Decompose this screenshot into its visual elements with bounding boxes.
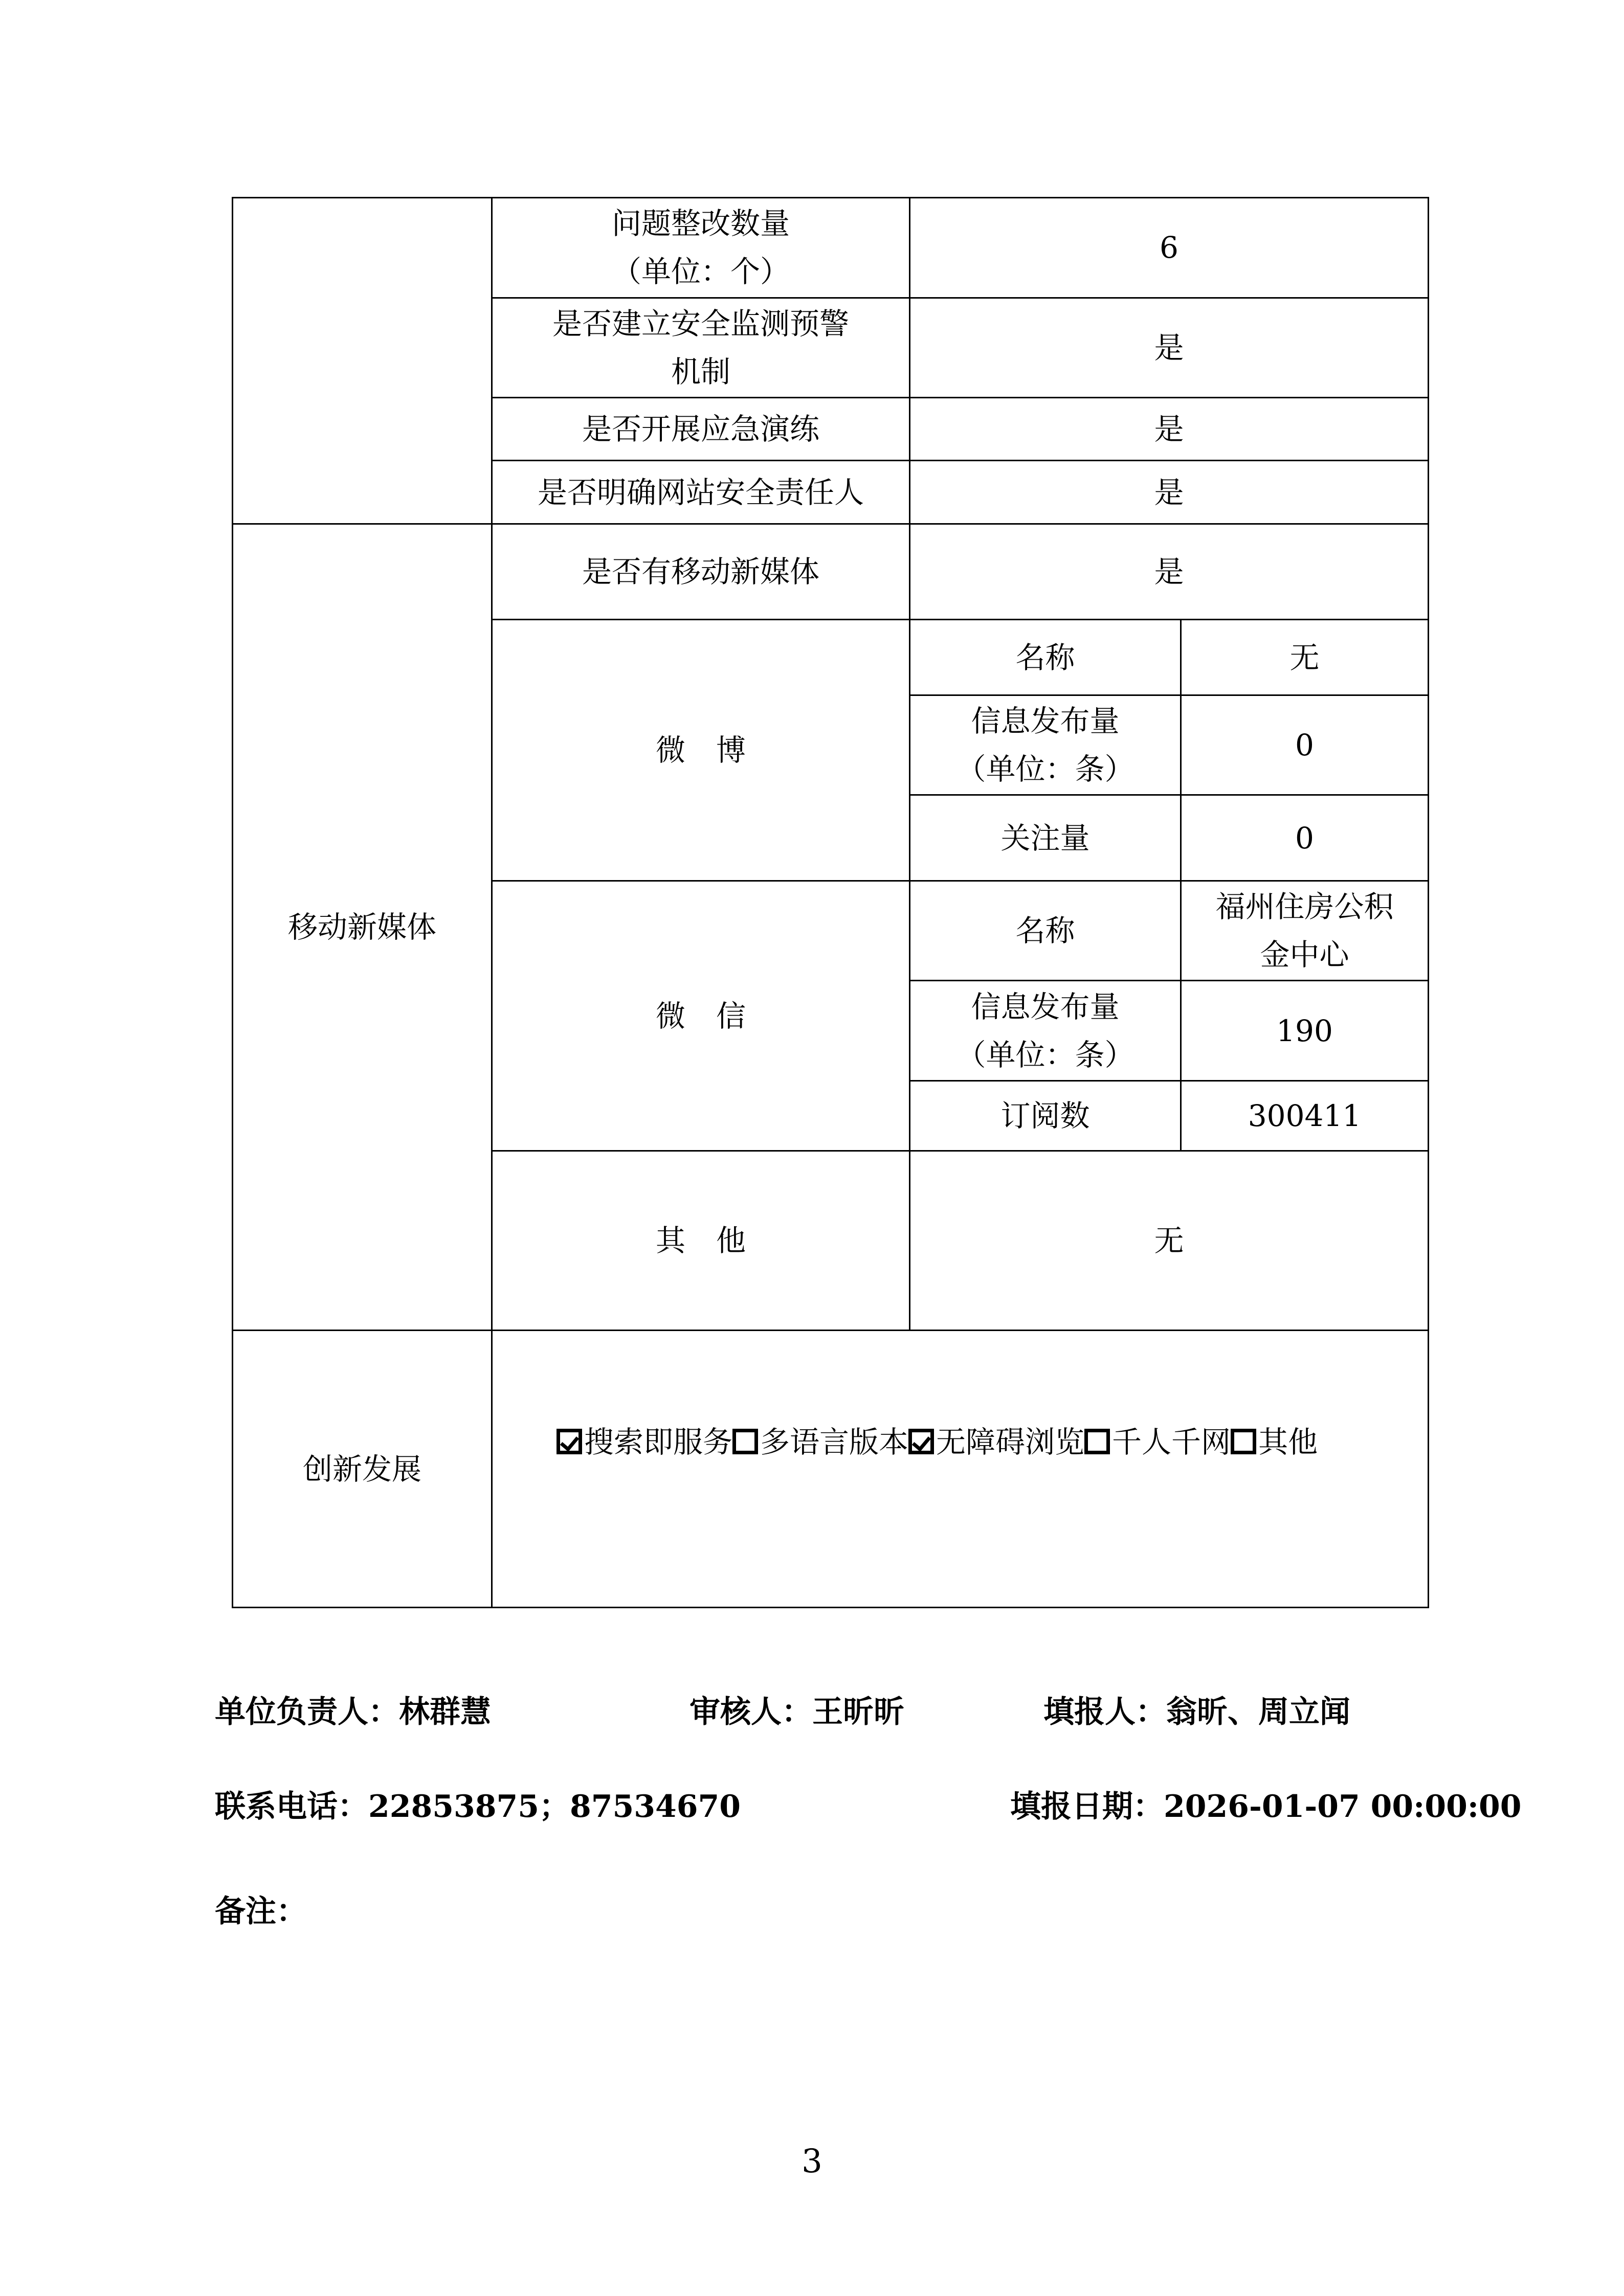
checkbox-icon[interactable] [1231, 1429, 1256, 1454]
remark-label: 备注： [215, 1894, 307, 1929]
option-label: 多语言版本 [760, 1425, 909, 1460]
monitor-label-line2: 机制 [671, 354, 730, 389]
option-other[interactable] [1231, 1425, 1318, 1459]
monitor-label-line1: 是否建立安全监测预警 [552, 306, 849, 341]
rectify-count-value: 6 [910, 198, 1429, 298]
innovation-options [492, 1331, 1429, 1608]
other-value: 无 [910, 1151, 1429, 1331]
wechat-label: 微信 [492, 881, 910, 1151]
weibo-posts-label-cell [910, 695, 1181, 795]
checkbox-icon[interactable] [557, 1429, 582, 1454]
unit-head: 单位负责人：林群慧 [215, 1694, 491, 1730]
reviewer: 审核人：王昕昕 [689, 1694, 904, 1730]
weibo-posts-value: 0 [1181, 695, 1429, 795]
drill-label: 是否开展应急演练 [492, 398, 910, 461]
page-number: 3 [802, 2143, 822, 2180]
option-accessibility[interactable] [908, 1425, 1084, 1459]
option-label: 其他 [1258, 1425, 1318, 1460]
option-label: 千人千网 [1112, 1425, 1231, 1460]
report-table [232, 197, 1429, 1608]
weibo-name-value: 无 [1181, 620, 1429, 695]
rectify-count-label: 问题整改数量 [611, 206, 790, 241]
weibo-name-label: 名称 [910, 620, 1181, 695]
media-section-label: 移动新媒体 [233, 524, 492, 1331]
has-media-label: 是否有移动新媒体 [492, 524, 910, 620]
monitor-label-cell [492, 298, 910, 398]
responsible-label: 是否明确网站安全责任人 [492, 461, 910, 524]
option-label: 搜索即服务 [584, 1425, 733, 1460]
option-personalized[interactable] [1084, 1425, 1231, 1459]
checkbox-icon[interactable] [732, 1429, 758, 1454]
wechat-posts-label: 信息发布量 [971, 989, 1120, 1024]
weibo-posts-unit: （单位：条） [956, 752, 1134, 787]
contact-phone: 联系电话：22853875；87534670 [215, 1789, 741, 1825]
option-multilingual[interactable] [732, 1425, 908, 1459]
option-label: 无障碍浏览 [936, 1425, 1085, 1460]
wechat-posts-value: 190 [1181, 981, 1429, 1081]
weibo-posts-label: 信息发布量 [971, 704, 1120, 739]
responsible-value: 是 [910, 461, 1429, 524]
other-label: 其他 [492, 1151, 910, 1331]
wechat-name-value-line2: 金中心 [1260, 937, 1349, 973]
wechat-subs-value: 300411 [1181, 1081, 1429, 1151]
wechat-subs-label: 订阅数 [910, 1081, 1181, 1151]
weibo-followers-label: 关注量 [910, 795, 1181, 881]
innovation-label: 创新发展 [233, 1331, 492, 1608]
rectify-count-unit: （单位：个） [611, 254, 790, 289]
wechat-posts-unit: （单位：条） [956, 1037, 1134, 1072]
weibo-label: 微博 [492, 620, 910, 881]
monitor-value: 是 [910, 298, 1429, 398]
wechat-posts-label-cell [910, 981, 1181, 1081]
weibo-followers-value: 0 [1181, 795, 1429, 881]
has-media-value: 是 [910, 524, 1429, 620]
option-search-service[interactable] [557, 1425, 732, 1459]
wechat-name-label: 名称 [910, 881, 1181, 981]
section-cell-security [233, 198, 492, 524]
fill-date: 填报日期：2026-01-07 00:00:00 [1010, 1789, 1522, 1825]
rectify-count-label-cell [492, 198, 910, 298]
checkbox-icon[interactable] [908, 1429, 934, 1454]
filler: 填报人：翁昕、周立闻 [1043, 1694, 1350, 1730]
drill-value: 是 [910, 398, 1429, 461]
checkbox-icon[interactable] [1084, 1429, 1110, 1454]
wechat-name-value-line1: 福州住房公积 [1215, 889, 1394, 925]
wechat-name-value-cell [1181, 881, 1429, 981]
